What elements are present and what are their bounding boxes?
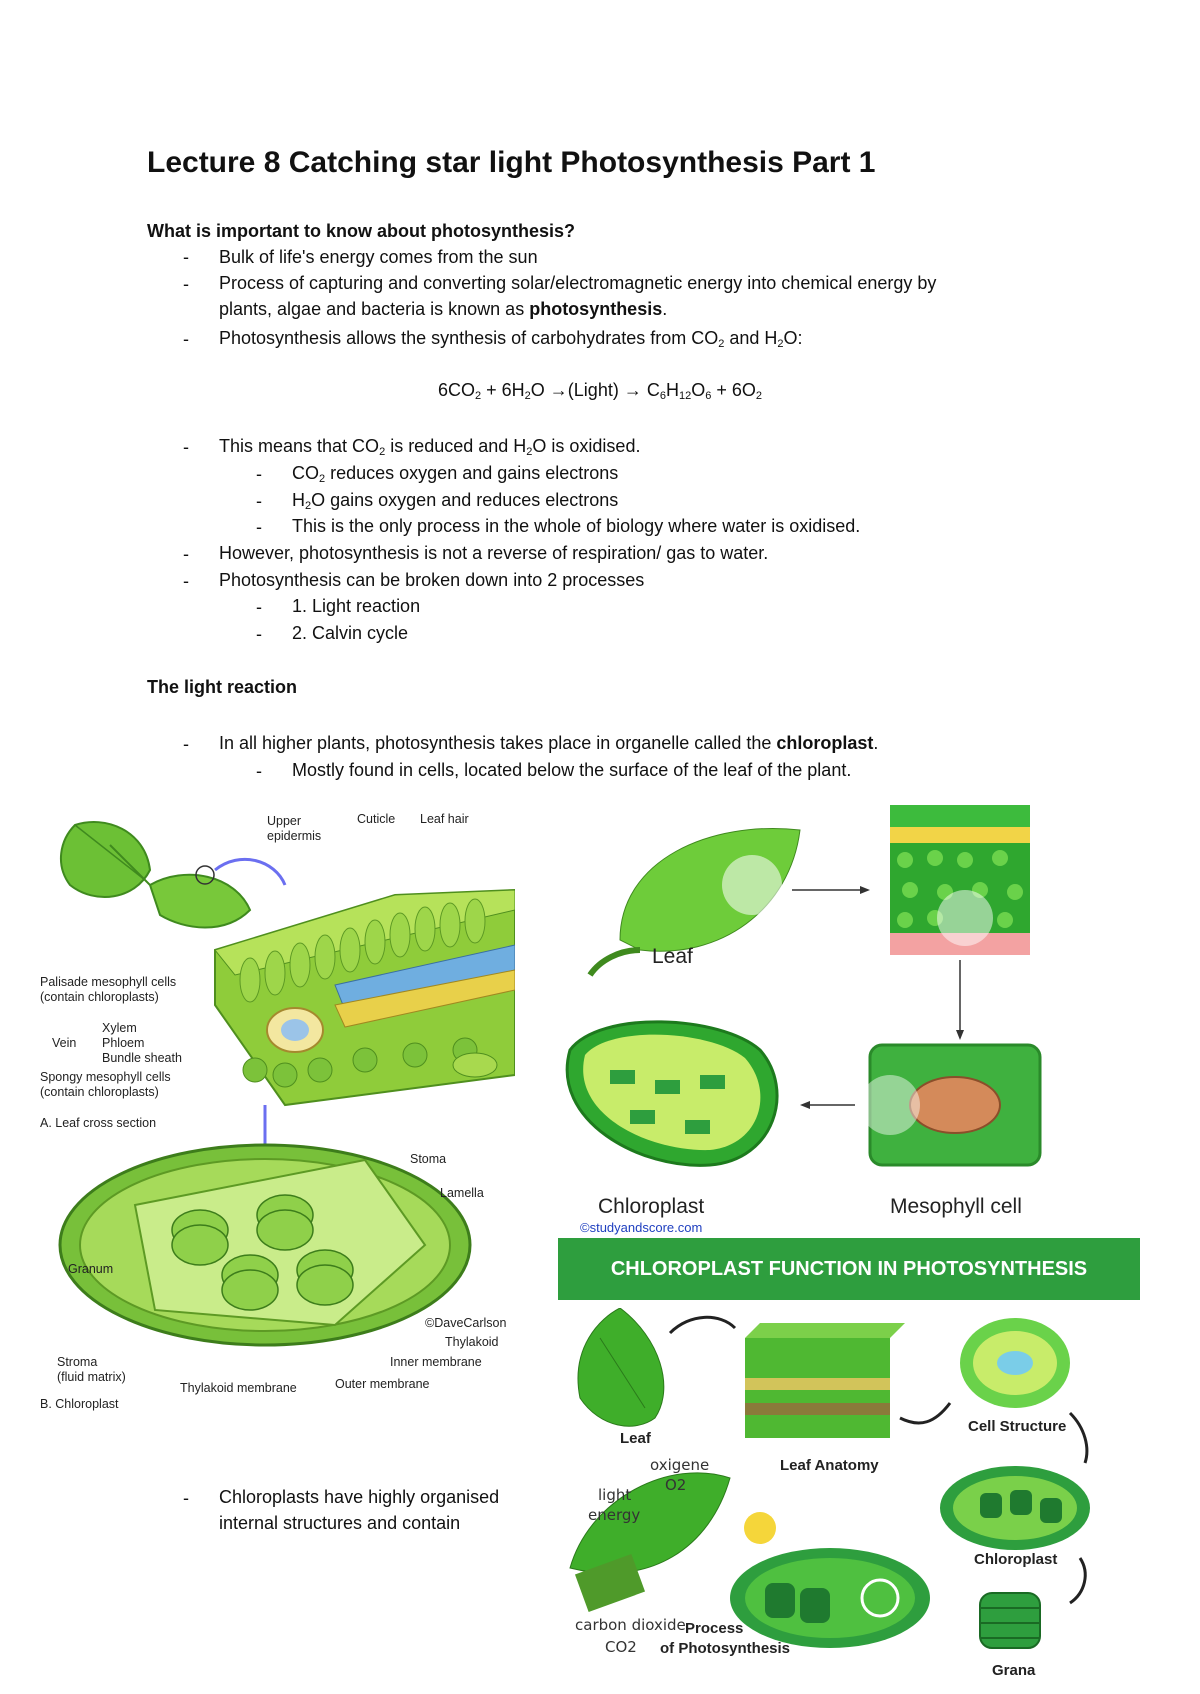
leaf-tissue-block xyxy=(890,805,1030,955)
label-of-photosynthesis: of Photosynthesis xyxy=(660,1640,791,1657)
label-leaf: Leaf xyxy=(652,945,693,968)
bullet-reduced-oxidised: This means that $CO_2$ is reduced and $H_2O$ is oxidised. xyxy=(219,436,641,458)
bullet-dash: - xyxy=(183,247,189,267)
label-leaf-anatomy: Leaf Anatomy xyxy=(780,1457,879,1474)
leaf-anatomy-icon xyxy=(745,1323,905,1438)
bullet-dash: - xyxy=(256,624,262,644)
process-leaf-icon xyxy=(570,1473,730,1612)
banner-title: CHLOROPLAST FUNCTION IN PHOTOSYNTHESIS xyxy=(610,1258,1088,1280)
label-process: Process xyxy=(685,1620,744,1637)
sub-bullet-water-oxidised: This is the only process in the whole of biology where water is oxidised. xyxy=(292,516,861,536)
label-bundle-sheath: Bundle sheath xyxy=(102,1051,182,1065)
leaf-cross-section-figure xyxy=(35,805,515,1430)
label-outer-membrane: Outer membrane xyxy=(335,1377,430,1391)
leaf-icon xyxy=(578,1308,664,1426)
label-chloroplast: Chloroplast xyxy=(974,1551,1058,1568)
label-spongy: (contain chloroplasts) xyxy=(40,1085,159,1099)
label-thylakoid: Thylakoid xyxy=(445,1335,499,1349)
bullet-chloroplast: In all higher plants, photosynthesis takes place in organelle called the chloroplast. xyxy=(219,733,879,753)
label-carbon-dioxide: carbon dioxide xyxy=(575,1616,686,1634)
page-title: Lecture 8 Catching star light Photosynthesis Part 1 xyxy=(147,146,876,179)
bullet-dash: - xyxy=(183,734,189,754)
chloroplast-icon xyxy=(567,1022,777,1166)
caption-leaf-cross-section: A. Leaf cross section xyxy=(40,1116,157,1130)
label-light: light xyxy=(598,1486,632,1504)
arrow-icon xyxy=(1070,1413,1087,1463)
photosynthesis-equation: $6CO_2 + 6H_2O$ →(Light) → $C_6H_{12}O_6 + 6O_2$ xyxy=(438,380,762,402)
bullet-dash: - xyxy=(183,571,189,591)
bullet-dash: - xyxy=(256,517,262,537)
caption-chloroplast: B. Chloroplast xyxy=(40,1397,119,1411)
mesophyll-cell xyxy=(860,1045,1040,1165)
bullet-sun-energy: Bulk of life's energy comes from the sun xyxy=(219,247,538,267)
cell-structure-icon xyxy=(960,1318,1070,1408)
bullet-dash: - xyxy=(256,761,262,781)
label-palisade: Palisade mesophyll cells xyxy=(40,975,177,989)
sub-bullet-below-surface: Mostly found in cells, located below the surface of the leaf of the plant. xyxy=(292,760,852,780)
bullet-dash: - xyxy=(183,329,189,349)
bullet-dash: - xyxy=(183,437,189,457)
label-spongy: Spongy mesophyll cells xyxy=(40,1070,171,1084)
copyright-davecarlson: ©DaveCarlson xyxy=(425,1316,507,1330)
term-photosynthesis: photosynthesis xyxy=(529,299,663,319)
section-heading-light-reaction: The light reaction xyxy=(147,677,298,697)
label-upper-epidermis: Upper xyxy=(267,814,302,828)
term-chloroplast: chloroplast xyxy=(776,733,874,753)
sun-icon xyxy=(744,1512,776,1544)
arrow-icon xyxy=(670,1317,735,1333)
label-upper-epidermis: epidermis xyxy=(267,829,322,843)
arrow-icon xyxy=(1070,1558,1085,1603)
label-grana: Grana xyxy=(992,1662,1036,1679)
label-phloem: Phloem xyxy=(102,1036,145,1050)
arrow-icon xyxy=(215,859,285,885)
label-stroma: (fluid matrix) xyxy=(57,1370,126,1384)
infographic-banner xyxy=(558,1238,1140,1300)
bullet-process-line1: Process of capturing and converting solar/electromagnetic energy into chemical energy by xyxy=(219,273,937,293)
bullet-dash: - xyxy=(256,491,262,511)
bullet-not-reverse: However, photosynthesis is not a reverse of respiration/ gas to water. xyxy=(219,543,769,563)
bullet-process-line2: plants, algae and bacteria is known as photosynthesis. xyxy=(219,299,668,319)
label-oxigene: oxigene xyxy=(650,1456,710,1474)
label-co2: CO2 xyxy=(605,1638,637,1656)
sub-bullet-calvin-cycle: 2. Calvin cycle xyxy=(292,623,409,643)
label-cell-structure: Cell Structure xyxy=(968,1418,1067,1435)
bullet-dash: - xyxy=(183,544,189,564)
arrow-icon xyxy=(900,1403,950,1423)
chloroplast-function-infographic xyxy=(560,1308,1100,1688)
label-leaf: Leaf xyxy=(620,1430,651,1447)
bullet-dash: - xyxy=(256,597,262,617)
bullet-synthesis: Photosynthesis allows the synthesis of carbohydrates from $CO_2$ and $H_2O$: xyxy=(219,328,803,350)
label-xylem: Xylem xyxy=(102,1021,137,1035)
label-granum: Granum xyxy=(68,1262,114,1276)
label-thylakoid-membrane: Thylakoid membrane xyxy=(180,1381,297,1395)
bullet-organised-line1: Chloroplasts have highly organised xyxy=(219,1487,500,1507)
label-palisade: (contain chloroplasts) xyxy=(40,990,159,1004)
grana-icon xyxy=(980,1593,1040,1648)
label-chloroplast: Chloroplast xyxy=(598,1195,705,1218)
label-inner-membrane: Inner membrane xyxy=(390,1355,482,1369)
label-cuticle: Cuticle xyxy=(357,812,396,826)
sub-bullet-h2o: $H_2O$ gains oxygen and reduces electrons xyxy=(292,490,619,512)
label-lamella: Lamella xyxy=(440,1186,484,1200)
source-link[interactable]: ©studyandscore.com xyxy=(580,1220,703,1235)
leaf-to-chloroplast-figure xyxy=(560,800,1060,1235)
sub-bullet-co2: $CO_2$ reduces oxygen and gains electrons xyxy=(292,463,619,485)
chloroplast-icon xyxy=(940,1466,1090,1550)
bullet-dash: - xyxy=(183,1488,189,1508)
bullet-two-processes: Photosynthesis can be broken down into 2 processes xyxy=(219,570,645,590)
bullet-organised-line2: internal structures and contain xyxy=(219,1513,461,1533)
leaf-icon xyxy=(590,828,800,975)
leaf-icon xyxy=(61,822,250,928)
label-o2: O2 xyxy=(665,1476,687,1494)
sub-bullet-light-reaction: 1. Light reaction xyxy=(292,596,421,616)
label-energy: energy xyxy=(588,1506,641,1524)
bullet-dash: - xyxy=(183,274,189,294)
label-stroma: Stroma xyxy=(57,1355,98,1369)
label-mesophyll-cell: Mesophyll cell xyxy=(890,1195,1022,1218)
section-heading-important: What is important to know about photosynthesis? xyxy=(147,221,575,241)
label-leaf-hair: Leaf hair xyxy=(420,812,469,826)
label-vein: Vein xyxy=(52,1036,77,1050)
label-stoma: Stoma xyxy=(410,1152,447,1166)
bullet-dash: - xyxy=(256,464,262,484)
process-chloroplast-icon xyxy=(730,1548,930,1648)
